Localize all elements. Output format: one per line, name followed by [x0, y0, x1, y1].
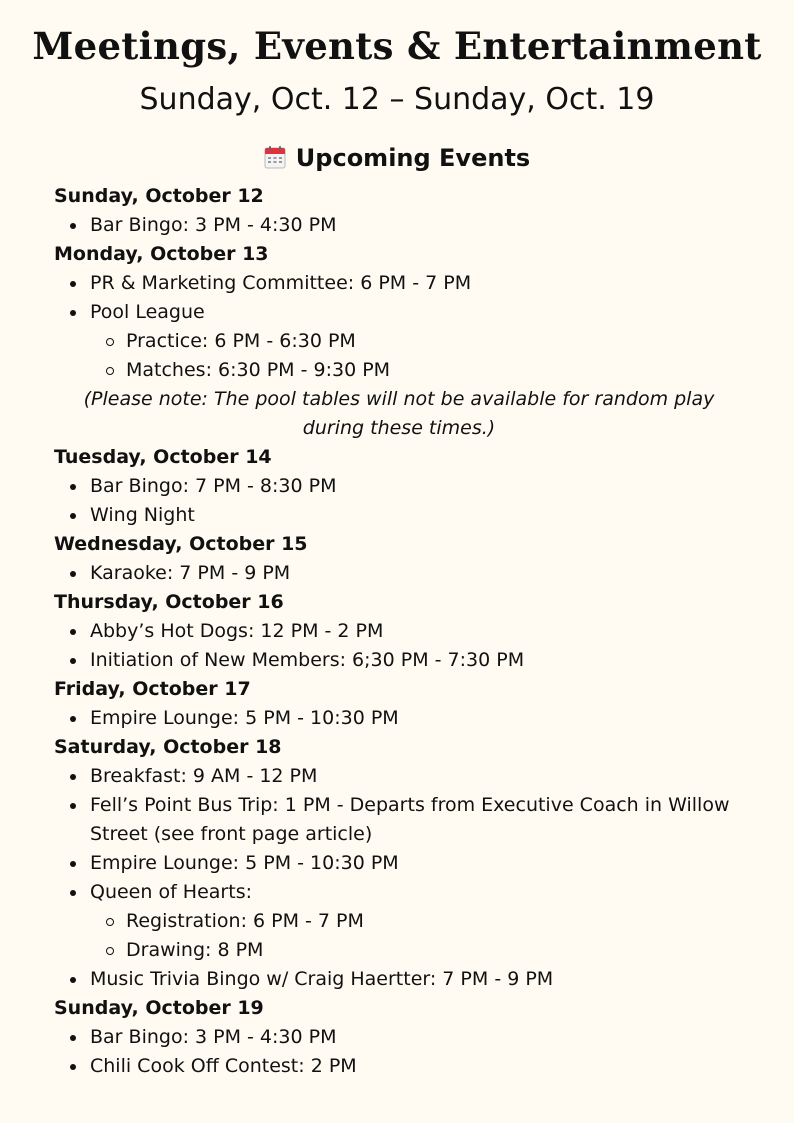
day-heading: Sunday, October 19	[54, 997, 264, 1019]
day-heading: Monday, October 13	[54, 243, 269, 265]
day-heading: Friday, October 17	[54, 678, 251, 700]
day-block	[54, 443, 744, 530]
event-list	[54, 472, 744, 530]
event-item: Bar Bingo: 3 PM - 4:30 PM	[54, 211, 744, 240]
day-block	[54, 530, 744, 588]
day-heading: Saturday, October 18	[54, 736, 282, 758]
day-block	[54, 733, 744, 994]
schedule-list	[54, 182, 744, 1081]
event-list	[54, 762, 744, 994]
day-block	[54, 588, 744, 675]
event-list	[54, 211, 744, 240]
sub-event-item: Practice: 6 PM - 6:30 PM	[54, 327, 744, 356]
pool-table-note: (Please note: The pool tables will not be available for random play during these times.)	[83, 388, 715, 439]
day-block	[54, 240, 744, 443]
event-list	[54, 704, 744, 733]
event-list	[54, 559, 744, 588]
event-item: Pool League	[54, 298, 744, 327]
event-list	[54, 269, 744, 385]
event-item: Wing Night	[54, 501, 744, 530]
sub-event-item: Drawing: 8 PM	[54, 936, 744, 965]
day-block	[54, 994, 744, 1081]
sub-event-item: Matches: 6:30 PM - 9:30 PM	[54, 356, 744, 385]
upcoming-events-heading	[0, 144, 794, 172]
event-item: Initiation of New Members: 6;30 PM - 7:30 PM	[54, 646, 744, 675]
event-item: PR & Marketing Committee: 6 PM - 7 PM	[54, 269, 744, 298]
sub-event-item: Registration: 6 PM - 7 PM	[54, 907, 744, 936]
day-heading: Thursday, October 16	[54, 591, 284, 613]
event-item: Breakfast: 9 AM - 12 PM	[54, 762, 744, 791]
day-heading: Tuesday, October 14	[54, 446, 272, 468]
upcoming-events-label: Upcoming Events	[295, 144, 531, 172]
event-item: Fell’s Point Bus Trip: 1 PM - Departs from Executive Coach in Willow Street (see front page article)	[54, 791, 744, 849]
event-item: Empire Lounge: 5 PM - 10:30 PM	[54, 704, 744, 733]
event-item: Abby’s Hot Dogs: 12 PM - 2 PM	[54, 617, 744, 646]
event-list	[54, 617, 744, 675]
event-item: Queen of Hearts:	[54, 878, 744, 907]
day-block	[54, 182, 744, 240]
event-item: Bar Bingo: 3 PM - 4:30 PM	[54, 1023, 744, 1052]
page-title: Meetings, Events & Entertainment	[32, 24, 762, 68]
date-range-subtitle: Sunday, Oct. 12 – Sunday, Oct. 19	[139, 82, 655, 117]
day-heading: Sunday, October 12	[54, 185, 264, 207]
event-item: Bar Bingo: 7 PM - 8:30 PM	[54, 472, 744, 501]
event-item: Karaoke: 7 PM - 9 PM	[54, 559, 744, 588]
event-item: Chili Cook Off Contest: 2 PM	[54, 1052, 744, 1081]
event-list	[54, 1023, 744, 1081]
calendar-icon	[264, 145, 286, 169]
event-item: Empire Lounge: 5 PM - 10:30 PM	[54, 849, 744, 878]
event-item: Music Trivia Bingo w/ Craig Haertter: 7 PM - 9 PM	[54, 965, 744, 994]
day-block	[54, 675, 744, 733]
day-heading: Wednesday, October 15	[54, 533, 308, 555]
